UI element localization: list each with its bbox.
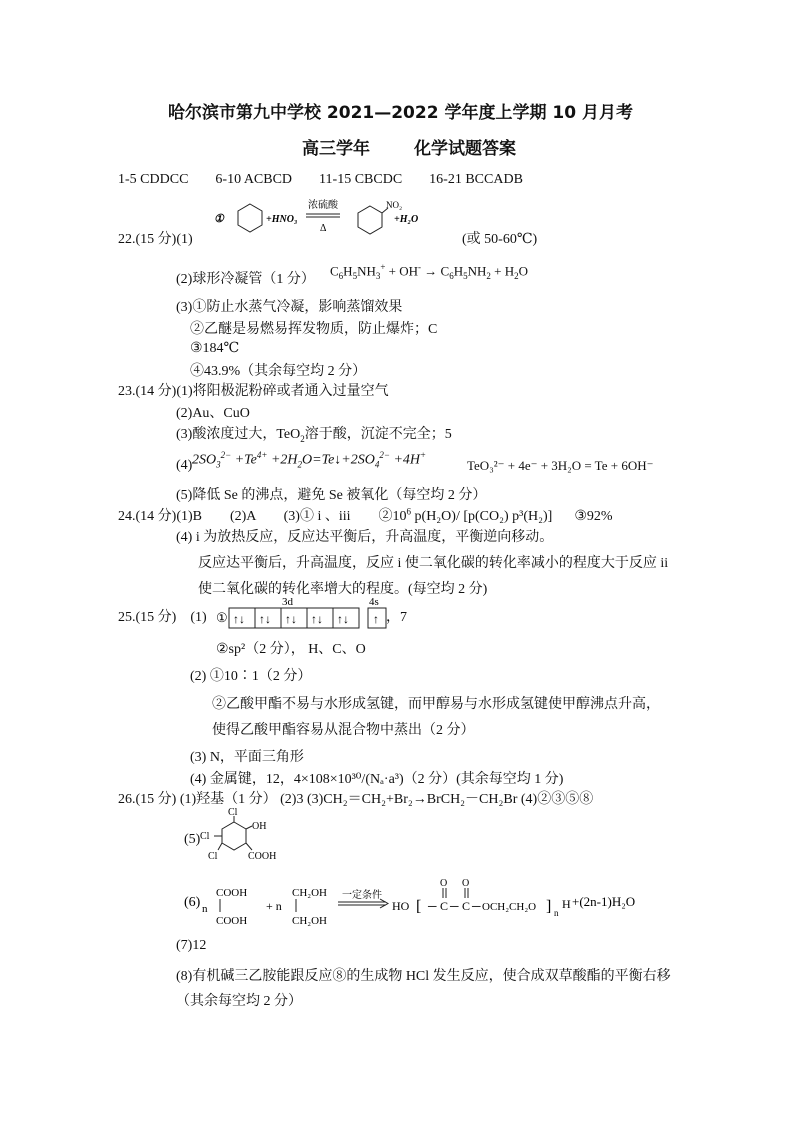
eq-cond-bottom: Δ bbox=[320, 223, 327, 234]
q23-part1: 23.(14 分)(1)将阳极泥粉碎或者通入过量空气 bbox=[118, 384, 389, 399]
eq-circle: ① bbox=[214, 213, 224, 225]
orbital-3d-label: 3d bbox=[282, 596, 293, 608]
mc-answers bbox=[118, 172, 523, 188]
q23-part4-equation: $2SO_3^{2-} +Te^{4+}$ $+2H_2O=Te↓+2SO_4^{2-} +4H^+$ bbox=[192, 450, 427, 470]
svg-text:↑↓: ↑↓ bbox=[233, 612, 245, 626]
svg-text:─: ─ bbox=[428, 899, 437, 913]
q25-part2-2: ②乙酸甲酯不易与水形成氢键，而甲醇易与水形成氢键使甲醇沸点升高， bbox=[212, 697, 660, 712]
page-subtitle-grade: 高三学年 bbox=[302, 139, 370, 159]
mc-range: 1-5 bbox=[118, 172, 137, 187]
cooh-group: COOH bbox=[248, 851, 277, 862]
orbital-circle: ① bbox=[216, 610, 228, 625]
trichlorosalicylic-acid-structure bbox=[196, 806, 286, 868]
eq6-o2: O bbox=[462, 878, 470, 889]
eq-h2o: +H₂O bbox=[394, 214, 419, 225]
q24-part1: 24.(14 分)(1)B (2)A (3)① i 、iii $②10^6$ p(H₂O)/ [p(CO₂) p³(H₂)] ③92% bbox=[118, 506, 613, 524]
aromatic-ring-icon bbox=[222, 822, 246, 850]
polyester-equation bbox=[184, 876, 654, 930]
q26-part8: (8)有机碱三乙胺能跟反应⑧的生成物 HCl 发生反应，使合成双草酸酯的平衡右移 bbox=[176, 969, 671, 984]
cl-left: Cl bbox=[200, 831, 210, 842]
q25-part3: (3) N，平面三角形 bbox=[190, 750, 304, 765]
nitrobenzene-ring-icon bbox=[358, 206, 382, 234]
q24-part4: (4) i 为放热反应，反应达平衡后，升高温度，平衡逆向移动。 bbox=[176, 530, 554, 545]
svg-text:─: ─ bbox=[450, 899, 459, 913]
q22-head: 22.(15 分)(1) bbox=[118, 232, 193, 247]
mc-key: CDDCC bbox=[140, 172, 189, 187]
svg-text:↑↓: ↑↓ bbox=[285, 612, 297, 626]
svg-text:─: ─ bbox=[472, 899, 481, 913]
svg-text:↑↓: ↑↓ bbox=[259, 612, 271, 626]
mc-key: CBCDC bbox=[354, 172, 403, 187]
orbital-4s-label: 4s bbox=[369, 596, 379, 608]
q22-part3-3: ③184℃ bbox=[190, 341, 240, 356]
eq6-o1: O bbox=[440, 878, 448, 889]
q26-part1: 26.(15 分) (1)羟基（1 分） (2)3 (3)CH₂＝CH₂+Br₂→BrCH₂－CH₂Br (4)②③⑤⑧ bbox=[118, 792, 594, 807]
q26-part7: (7)12 bbox=[176, 938, 207, 953]
page-subtitle-subject: 化学试题答案 bbox=[414, 139, 516, 159]
svg-text:↑↓: ↑↓ bbox=[337, 612, 349, 626]
eq6-subscript-n: n bbox=[554, 908, 559, 918]
mc-range: 6-10 bbox=[215, 172, 242, 187]
eq6-n: n bbox=[202, 903, 208, 915]
eq6-water: +(2n-1)H₂O bbox=[572, 894, 636, 909]
q23-electrode-equation: TeO₃²⁻ + 4e⁻ + 3H₂O = Te + 6OH⁻ bbox=[467, 458, 654, 473]
eq6-c2: C bbox=[462, 899, 471, 913]
eq6-cooh-bottom: COOH bbox=[216, 915, 248, 927]
eq6-ho: HO bbox=[392, 899, 410, 913]
eq6-plus-n: + n bbox=[266, 899, 282, 913]
aniline-equation: $C_6H_5NH_3^+ + OH^- \to C_6H_5NH_2 + H_2O$ bbox=[330, 262, 528, 281]
eq6-condition: 一定条件 bbox=[342, 890, 382, 901]
orbital-diagram bbox=[216, 596, 396, 632]
q24-part4c: 使二氧化碳的转化率增大的程度。(每空均 2 分) bbox=[198, 582, 488, 597]
svg-text:]: ] bbox=[546, 898, 552, 915]
q25-after-orbital: ，7 bbox=[386, 610, 407, 625]
eq6-ch2oh-bottom: CH₂OH bbox=[292, 915, 328, 927]
eq6-cooh-top: COOH bbox=[216, 887, 248, 899]
mc-key: ACBCD bbox=[243, 172, 293, 187]
svg-text:↑↓: ↑↓ bbox=[311, 612, 323, 626]
q22-part2: (2)球形冷凝管（1 分） bbox=[176, 272, 315, 287]
q26-part5-label: (5) bbox=[184, 832, 201, 847]
page-title: 哈尔滨市第九中学校 2021—2022 学年度上学期 10 月月考 bbox=[168, 103, 633, 123]
q25-part2-1: (2) ①10∶1（2 分） bbox=[190, 669, 312, 684]
eq6-ch2oh-top: CH₂OH bbox=[292, 887, 328, 899]
oh-group: OH bbox=[252, 821, 267, 832]
eq6-c1: C bbox=[440, 899, 449, 913]
mc-key: BCCADB bbox=[465, 172, 523, 187]
q25-part2-3: 使得乙酸甲酯容易从混合物中蒸出（2 分） bbox=[212, 723, 475, 738]
mc-range: 11-15 bbox=[319, 172, 352, 187]
eq6-label: (6) bbox=[184, 895, 201, 910]
q23-part4-label: (4) bbox=[176, 458, 193, 473]
q25-head: 25.(15 分) (1) bbox=[118, 610, 207, 625]
nitration-equation bbox=[210, 196, 450, 240]
q23-part5: (5)降低 Se 的沸点，避免 Se 被氧化（每空均 2 分） bbox=[176, 488, 487, 503]
q22-part3-1: (3)①防止水蒸气冷凝，影响蒸馏效果 bbox=[176, 300, 403, 315]
q22-part3-4: ④43.9%（其余每空均 2 分） bbox=[190, 364, 367, 379]
mc-range: 16-21 bbox=[429, 172, 462, 187]
eq-hno3: +HNO₃ bbox=[266, 214, 298, 225]
cl-top: Cl bbox=[228, 807, 238, 818]
q25-part1-2: ②sp²（2 分）， H、C、O bbox=[216, 642, 366, 657]
q25-part4: (4) 金属键，12，4×108×10³⁰/(Nₐ·a³)（2 分）(其余每空均 1 分) bbox=[190, 772, 564, 787]
eq6-h: H bbox=[562, 897, 571, 911]
svg-text:[: [ bbox=[416, 898, 422, 915]
q23-part2: (2)Au、CuO bbox=[176, 406, 250, 421]
q22-alt-temp: (或 50-60℃) bbox=[462, 232, 538, 247]
cl-bottom: Cl bbox=[208, 851, 218, 862]
eq-cond-top: 浓硫酸 bbox=[308, 200, 338, 211]
eq-no2: NO₂ bbox=[386, 200, 403, 210]
benzene-ring-icon bbox=[238, 204, 262, 232]
q22-part3-2: ②乙醚是易燃易挥发物质，防止爆炸；C bbox=[190, 322, 438, 337]
q24-part4b: 反应达平衡后，升高温度，反应 i 使二氧化碳的转化率减小的程度大于反应 ii bbox=[198, 556, 669, 571]
eq6-och2ch2o: OCH₂CH₂O bbox=[482, 901, 537, 913]
svg-text:↑: ↑ bbox=[373, 612, 379, 626]
q26-part8b: （其余每空均 2 分） bbox=[176, 994, 302, 1009]
q23-part3: (3)酸浓度过大，TeO$_2$溶于酸，沉淀不完全；5 bbox=[176, 427, 452, 444]
